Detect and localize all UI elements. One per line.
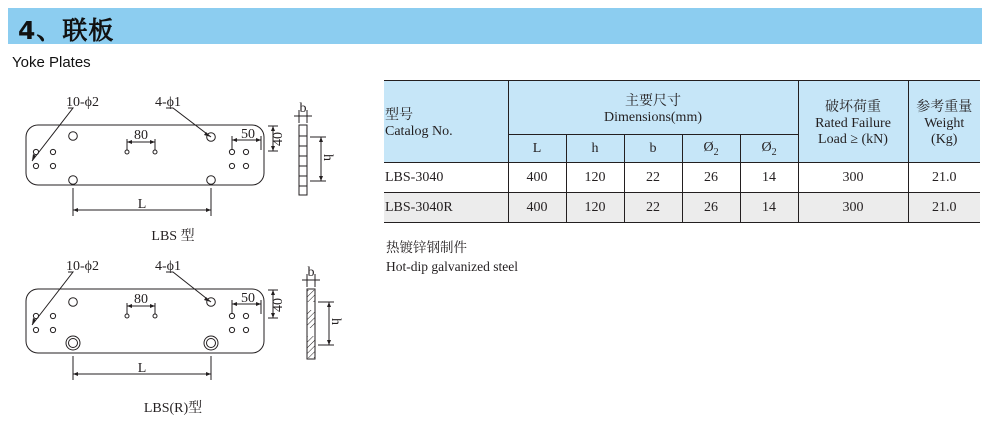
header-weight-unit: (Kg): [931, 131, 958, 147]
cell-L: 400: [508, 163, 566, 193]
header-dimensions: [508, 81, 798, 135]
dim-80-label: 80: [134, 292, 148, 307]
cell-weight: 21.0: [908, 163, 980, 193]
material-note-cn: 热镀锌钢制件: [386, 240, 467, 255]
cell-model: LBS-3040R: [384, 193, 508, 223]
header-model: [384, 81, 508, 163]
col-header-phi2-a: $Ø_2$: [682, 135, 740, 163]
dim-40-label: 40: [271, 298, 286, 312]
cell-b: 22: [624, 193, 682, 223]
cell-load: 300: [798, 163, 908, 193]
cell-d1: 26: [682, 163, 740, 193]
drawing-caption: LBS 型: [151, 229, 195, 244]
hole-label-10-phi2: 10-ϕ2: [66, 95, 100, 110]
dim-50-label: 50: [241, 127, 255, 142]
cell-h: 120: [566, 163, 624, 193]
header-model-en: Catalog No.: [385, 123, 453, 139]
header-dims-en: Dimensions(mm): [604, 109, 702, 125]
lbs-r-plate-drawing: [18, 252, 363, 422]
cell-d2: 14: [740, 193, 798, 223]
dim-40-label: 40: [271, 132, 286, 146]
header-weight-en: Weight: [924, 115, 965, 131]
lbs-plate-drawing: [18, 88, 363, 248]
drawing-caption: LBS(R)型: [143, 401, 203, 416]
hole-label-10-phi2: 10-ϕ2: [66, 259, 100, 274]
hole-label-4-phi1: 4-ϕ1: [155, 95, 182, 110]
header-weight-cn: 参考重量: [916, 99, 973, 115]
dim-50-label: 50: [241, 291, 255, 306]
hole-label-4-phi1: 4-ϕ1: [155, 259, 182, 274]
cell-model: LBS-3040: [384, 163, 508, 193]
dim-80-label: 80: [134, 128, 148, 143]
col-header-phi2-b: $Ø_2$: [740, 135, 798, 163]
dim-h-label: h: [320, 154, 335, 161]
section-title: 4、联板: [18, 16, 115, 45]
header-failure-load: [798, 81, 908, 163]
dim-L-label: L: [137, 197, 147, 212]
header-dims-cn: 主要尺寸: [625, 93, 681, 109]
cell-load: 300: [798, 193, 908, 223]
cell-d2: 14: [740, 163, 798, 193]
dim-b-label: b: [307, 265, 315, 280]
dim-b-label: b: [299, 101, 307, 116]
material-note-en: Hot-dip galvanized steel: [386, 259, 518, 274]
spec-table: [384, 80, 980, 223]
col-header-b: b: [624, 135, 682, 163]
section-subtitle: Yoke Plates: [12, 54, 91, 71]
section-banner: [8, 8, 982, 44]
header-fail-en1: Rated Failure: [815, 115, 891, 131]
col-header-L: L: [508, 135, 566, 163]
header-model-cn: 型号: [385, 107, 413, 123]
header-fail-en2: Load ≥ (kN): [818, 131, 888, 147]
cell-h: 120: [566, 193, 624, 223]
header-weight: [908, 81, 980, 163]
table-row: [384, 163, 980, 193]
dim-L-label: L: [137, 361, 147, 376]
table-row: [384, 193, 980, 223]
cell-weight: 21.0: [908, 193, 980, 223]
col-header-h: h: [566, 135, 624, 163]
cell-b: 22: [624, 163, 682, 193]
header-fail-cn: 破坏荷重: [825, 99, 881, 115]
cell-L: 400: [508, 193, 566, 223]
cell-d1: 26: [682, 193, 740, 223]
dim-h-label: h: [328, 318, 343, 325]
